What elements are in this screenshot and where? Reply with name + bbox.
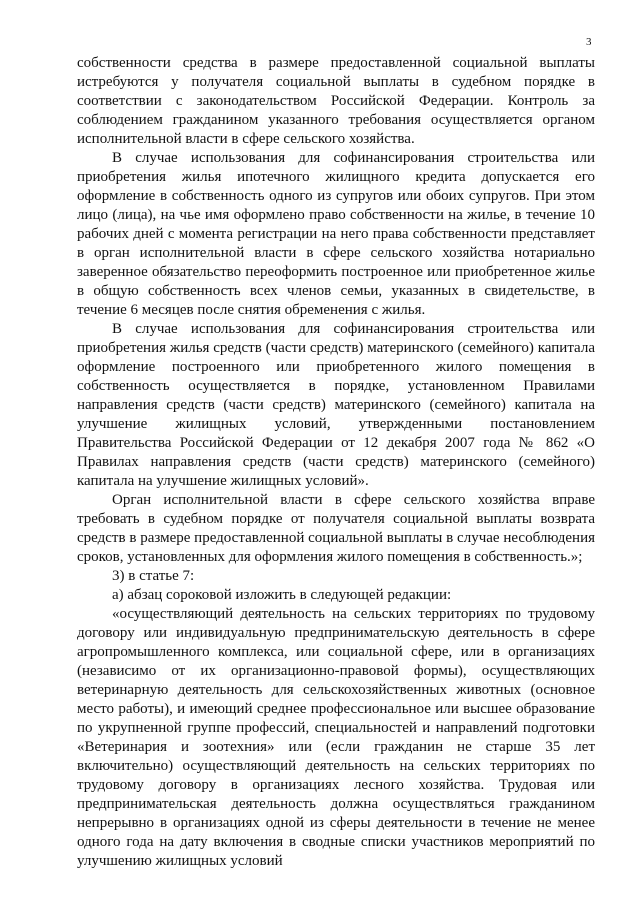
paragraph: В случае использования для софинансирования строительства или приобретения жилья средств (части средств) материнского (семейного) капитала оформление построенного или приобретенного жилого помещения в собственность осуществляется в порядке, установленном Правилами направления средств (части средств) материнского (семейного) капитала на улучшение жилищных условий, утвержденными постановлением Правительства Российской Федерации от 12 декабря 2007 года № 862 «О Правилах направления средств (части средств) материнского (семейного) капитала на улучшение жилищных условий». [77, 321, 595, 489]
list-item: 3) в статье 7: [112, 568, 195, 584]
document-body [77, 54, 595, 871]
list-item: а) абзац сороковой изложить в следующей редакции: [112, 587, 452, 603]
paragraph: Орган исполнительной власти в сфере сельского хозяйства вправе требовать в судебном порядке от получателя социальной выплаты возврата средств в размере предоставленной социальной выплаты в случае несоблюдения сроков, установленных для оформления жилого помещения в собственность.»; [77, 492, 595, 565]
paragraph: собственности средства в размере предоставленной социальной выплаты истребуются у получателя социальной выплаты в судебном порядке в соответствии с законодательством Российской Федерации. Контроль за соблюдением гражданином указанного требования осуществляется органом исполнительной власти в сфере сельского хозяйства. [77, 55, 595, 147]
paragraph: В случае использования для софинансирования строительства или приобретения жилья ипотечного жилищного кредита допускается его оформление в собственность одного из супругов или обоих супругов. При этом лицо (лица), на чье имя оформлено право собственности на жилье, в течение 10 рабочих дней с момента регистрации на него права собственности представляет в орган исполнительной власти в сфере сельского хозяйства нотариально заверенное обязательство переоформить построенное или приобретенное жилье в общую собственность всех членов семьи, указанных в свидетельстве, в течение 6 месяцев после снятия обременения с жилья. [77, 150, 595, 318]
page-number: 3 [586, 36, 592, 48]
paragraph: «осуществляющий деятельность на сельских территориях по трудовому договору или индивидуальную предпринимательскую деятельность в сфере агропромышленного комплекса, или социальной сфере, или в организациях (независимо от их организационно-правовой формы), осуществляющих ветеринарную деятельность для сельскохозяйственных животных (основное место работы), и имеющий среднее профессиональное или высшее образование по укрупненной группе профессий, специальностей и направлений подготовки «Ветеринария и зоотехния» или (если гражданин не старше 35 лет включительно) осуществляющий деятельность на сельских территориях по трудовому договору в организациях лесного хозяйства. Трудовая или предпринимательская деятельность должна осуществляться гражданином непрерывно в организациях одной из сферы деятельности в течение не менее одного года на дату включения в сводные списки участников мероприятий по улучшению жилищных условий [77, 606, 595, 869]
